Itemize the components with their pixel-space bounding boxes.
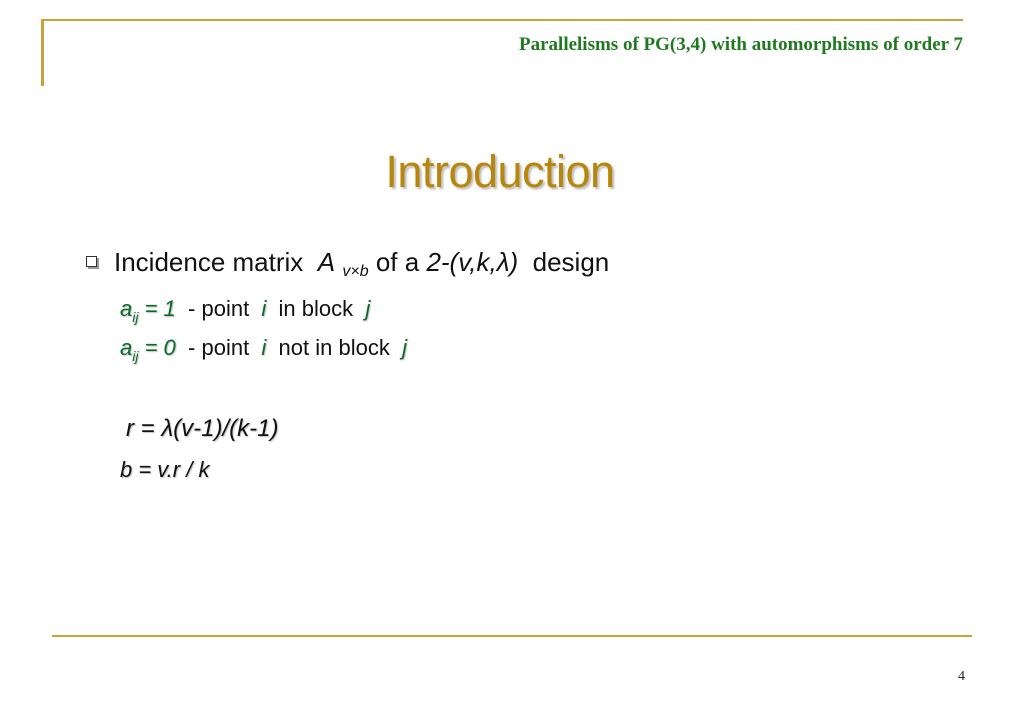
entry-text2: in block [278, 296, 354, 321]
slide-title: Introduction [385, 146, 615, 197]
entry-i: i [261, 335, 267, 360]
entry-var: a [120, 335, 133, 360]
formula-r: r = λ(v-1)/(k-1) [126, 415, 279, 442]
entry-value: = 0 [138, 335, 176, 360]
entry-text1: - point [188, 296, 250, 321]
entry-sub: ij [132, 348, 139, 364]
square-bullet-icon [86, 256, 97, 267]
entry-sub: ij [132, 309, 139, 325]
bullet-text-after: design [532, 247, 610, 277]
page-number: 4 [958, 669, 965, 684]
entry-line-1 [120, 296, 370, 325]
running-title: Parallelisms of PG(3,4) with automorphisms of order 7 [519, 34, 963, 55]
bullet-text-before: Incidence matrix [114, 247, 304, 277]
entry-value: = 1 [138, 296, 176, 321]
bullet-text-mid: of a [375, 247, 420, 277]
entry-var: a [120, 296, 133, 321]
frame-bottom-rule [52, 635, 972, 637]
frame-left-rule [41, 19, 44, 86]
entry-text2: not in block [278, 335, 390, 360]
entry-j: j [402, 335, 407, 360]
bullet-incidence-matrix [86, 247, 609, 281]
design-params: 2-(v,k,λ) [426, 247, 519, 277]
entry-text1: - point [188, 335, 250, 360]
entry-j: j [365, 296, 371, 321]
entry-line-2 [120, 335, 407, 364]
matrix-subscript: v×b [342, 263, 369, 280]
formula-b: b = v.r / k [120, 457, 210, 482]
frame-top-rule [42, 19, 963, 21]
entry-i: i [261, 296, 267, 321]
matrix-symbol: A [317, 247, 336, 277]
